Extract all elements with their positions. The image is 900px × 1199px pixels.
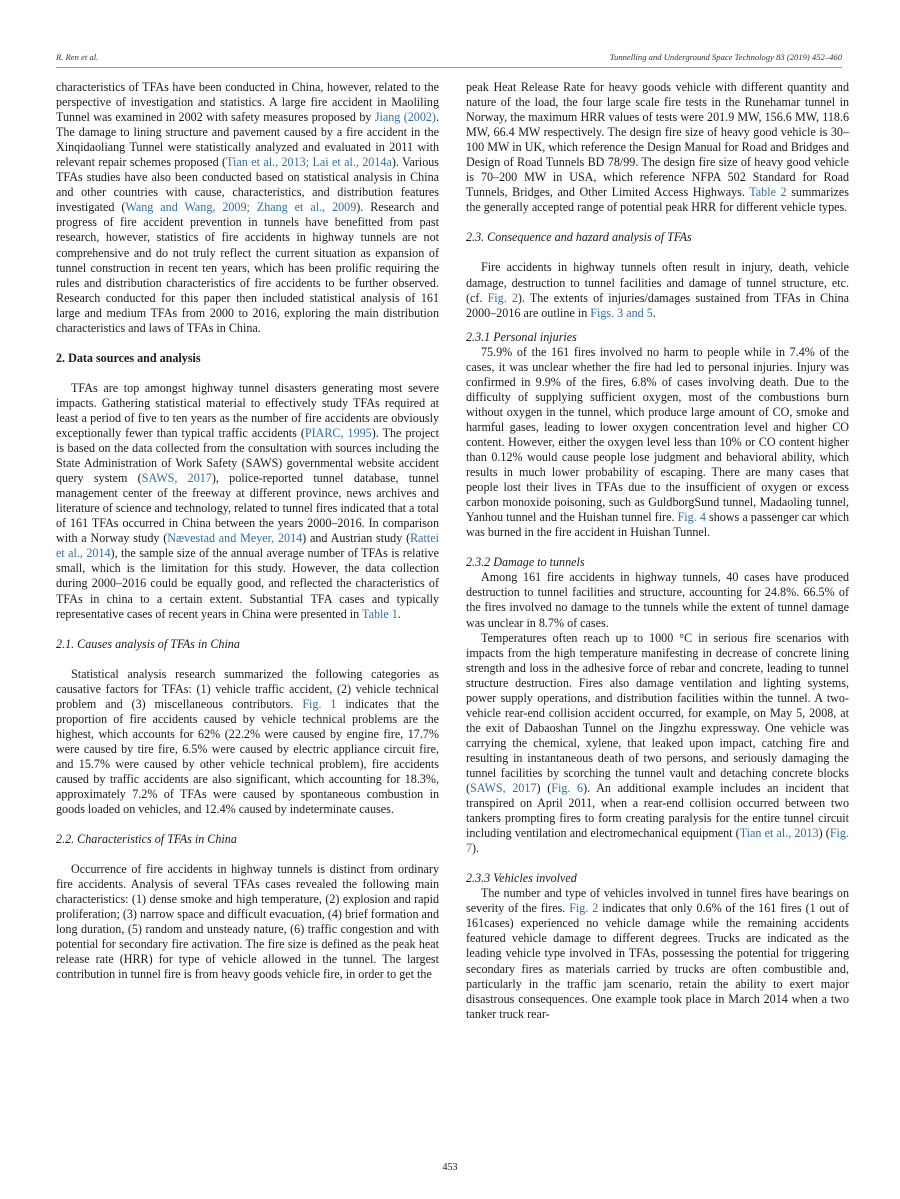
citation-link[interactable]: Wang and Wang, 2009; Zhang et al., 2009 [125,200,357,215]
citation-link[interactable]: Tian et al., 2013 [739,826,819,841]
figure-link[interactable]: Figs. 3 and 5 [590,305,653,320]
paragraph-temperatures: Temperatures often reach up to 1000 °C in serious fire scenarios with impacts from the high temperature manifesting in decrease of concrete lining strength and loss in the adhesive force of rebar and concrete, leading to tunnel structure destruction. Fires also damage ventilation and lighting systems, power supply operations, and distribution facilities within the tunnel. A two-vehicle rear-end collision accident occurred, for example, on May 5, 2008, at the exit of Dabaoshan Tunnel on the Jingzhu expressway. One vehicle was carrying the chemical, xylene, that leaked upon impact, catching fire and resulting in instantaneous death of two persons, and seriously damaging the tunnel facilities by scorching the tunnel vault and detaching concrete blocks (SAWS, 2017) (Fig. 6). An additional example includes an incident that transpired on April 2011, when a rear-end collision occurred between two tankers prompting fires to form creating paralysis for the entire tunnel circuit including ventilation and electromechanical equipment (Tian et al., 2013) (Fig. 7). [466,630,849,856]
citation-link[interactable]: SAWS, 2017 [141,471,212,486]
paragraph-damage: Among 161 fire accidents in highway tunnels, 40 cases have produced destruction to tunnel facilities and structure, accounting for 24.8%. 66.5% of the fires involved no damage to the tunnels while the extent of tunnel damage was unclear in 8.7% of cases. [466,570,849,630]
paragraph-data-sources: TFAs are top amongst highway tunnel disasters generating most severe impacts. Gathering statistical material to effectively study TFAs required at least a period of five to ten years as the number of fire accidents are obviously exceptionally fewer than typical traffic accidents (PIARC, 1995). The project is based on the data collected from the consultation with sources including the State Administration of Work Safety (SAWS) governmental website accident query system (SAWS, 2017), police-reported tunnel database, tunnel management center of the freeway at different province, news archives and literature of science and technology, related to tunnel fires indicated that a total of 161 TFAs occurred in China between the years 2000–2016. In comparison with a Norway study (Nævestad and Meyer, 2014) and Austrian study (Rattei et al., 2014), the sample size of the annual average number of TFAs is relative small, which is the limitation for this study. However, the data collection during 2000–2016 could be equally good, and reflected the characteristics of TFAs in china to a certain extent. Substantial TFA cases and typically representative cases of recent years in China were presented in Table 1. [56,380,439,621]
figure-link[interactable]: Fig. 1 [302,696,337,711]
subsubsection-heading: 2.3.3 Vehicles involved [466,871,577,886]
subsubsection-heading: 2.3.2 Damage to tunnels [466,555,585,570]
subsection-heading: 2.3. Consequence and hazard analysis of TFAs [466,230,692,245]
paragraph-vehicles: The number and type of vehicles involved in tunnel fires have bearings on severity of the fires. Fig. 2 indicates that only 0.6% of the 161 fires (1 out of 161cases) experienced no vehicle damage while the remaining accidents featured vehicle damage to different degrees. Trucks are indicated as the leading vehicle type involved in TFAs, possessing the potential for triggering secondary fires as materials carried by trucks are often combustible and, particularly in the traffic jam scenario, retain the ability to exert major disastrous consequences. One example took place in March 2014 when a two tanker truck rear- [466,886,849,1021]
left-column [56,80,439,983]
right-column [466,80,849,1022]
citation-link[interactable]: SAWS, 2017 [470,781,537,796]
subsection-heading: 2.1. Causes analysis of TFAs in China [56,636,240,651]
paragraph-intro-continued: characteristics of TFAs have been conducted in China, however, related to the perspective of investigation and statistics. A large fire accident in Maoliling Tunnel was examined in 2002 with safety measures proposed by Jiang (2002). The damage to lining structure and pavement caused by a fire accident in the Xinqidaoliang Tunnel were statistically analyzed and evaluated in 2011 with relevant repair schemes proposed (Tian et al., 2013; Lai et al., 2014a). Various TFAs studies have also been conducted based on statistical analysis in China and other countries with cause, characteristics, and distribution features investigated (Wang and Wang, 2009; Zhang et al., 2009). Research and progress of fire accident prevention in tunnels have benefitted from past research, however, statistics of fire accidents in highway tunnels are not comprehensive and do not truly reflect the current situation as expansion of tunnel construction in recent ten years, which has been prolific requiring the rules and distribution characteristics of fire accidents to be further observed. Research conducted for this paper then included statistical analysis of 161 large and medium TFAs from 2000 to 2016, exploring the main distribution characteristics and laws of TFAs in China. [56,80,440,335]
header-journal: Tunnelling and Underground Space Technology 83 (2019) 452–460 [609,52,842,62]
paragraph-injuries: 75.9% of the 161 fires involved no harm to people while in 7.4% of the cases, it was unclear whether the fire had led to personal injuries. Injury was confirmed in 9.9% of the fires, 6.8% of cases involving death. Due to the difficulty of supplying sufficient oxygen, most of the combustions burn without oxygen in the tunnel, which produce large amount of CO, smoke and harmful gases, leading to lower oxygen concentration level and higher CO content. However, either the oxygen level less than 10% or CO content higher than 0.12% would cause people lose judgment and behavioral ability, which results in much lower probability of escaping. There are many cases that people lost their lives in TFAs due to the insufficient of oxygen or excess carbon monoxide poisoning, such as GuldborgSund tunnel, Madaoling tunnel, Yanhou tunnel and the Huishan tunnel fire. Fig. 4 shows a passenger car which was burned in the fire accident in Huishan Tunnel. [466,344,849,540]
subsection-heading: 2.2. Characteristics of TFAs in China [56,832,237,847]
citation-link[interactable]: Nævestad and Meyer, 2014 [167,531,303,546]
paragraph-hrr: peak Heat Release Rate for heavy goods vehicle with different quantity and nature of the load, the four large scale fire tests in the Runehamar tunnel in Norway, the maximum HRR values of tests were 201.9 MW, 156.6 MW, 118.6 MW, 66.4 MW respectively. The design fire size of heavy good vehicle is 30–100 MW in UK, which reference the Design Manual for Road and Bridges and Design of Road Tunnels BD 78/99. The design fire size of heavy good vehicle is 70–200 MW in USA, which reference NFPA 502 Standard for Road Tunnels, Bridges, and Other Limited Access Highways. Table 2 summarizes the generally accepted range of potential peak HRR for different vehicle types. [466,80,849,215]
header-rule [56,67,842,68]
section-heading: 2. Data sources and analysis [56,350,201,365]
paragraph-consequence: Fire accidents in highway tunnels often result in injury, death, vehicle damage, destruction to tunnel facilities and damage of tunnel structure, etc. (cf. Fig. 2). The extents of injuries/damages sustained from TFAs in China 2000–2016 are outline in Figs. 3 and 5. [466,260,849,320]
figure-link[interactable]: Fig. 2 [569,901,599,916]
table-link[interactable]: Table 2 [749,185,787,200]
table-link[interactable]: Table 1 [362,606,398,621]
page-number: 453 [442,1162,458,1173]
citation-link[interactable]: Rattei et al., 2014 [56,531,439,561]
figure-link[interactable]: Fig. 6 [551,781,584,796]
figure-link[interactable]: Fig. 4 [677,510,706,525]
paragraph-characteristics: Occurrence of fire accidents in highway tunnels is distinct from ordinary fire accidents. Analysis of several TFAs cases revealed the following main characteristics: (1) dense smoke and high temperature, (2) explosion and rapid proliferation; (3) narrow space and difficult evacuation, (4) brief formation and long duration, (5) random and unsteady nature, (6) traffic congestion and with potential for secondary fire activation. The fire size is defined as the peak heat release rate (HRR) for type of vehicle allowed in the tunnel. The largest contribution in tunnel fire is from heavy goods vehicle fire, in order to get the [56,862,439,982]
citation-link[interactable]: PIARC, 1995 [304,425,372,440]
figure-link[interactable]: Fig. 2 [487,290,518,305]
header-authors: R. Ren et al. [56,52,99,62]
citation-link[interactable]: Tian et al., 2013; Lai et al., 2014a [226,155,392,170]
subsubsection-heading: 2.3.1 Personal injuries [466,329,577,344]
figure-link[interactable]: Fig. 7 [466,826,849,856]
paragraph-causes: Statistical analysis research summarized the following categories as causative factors for TFAs: (1) vehicle traffic accident, (2) vehicle technical problem and (3) miscellaneous contributors. Fig. 1 indicates that the proportion of fire accidents caused by vehicle technical problems are the highest, which accounts for 62% (22.2% were caused by engine fire, 17.7% were caused by tire fire, 6.5% were caused by electric appliance circuit fire, and 15.7% were caused by other vehicle technical problem), fire accidents caused by traffic accidents are also significant, which accounting for 18.3%, approximately 7.2% of TFAs were caused by spontaneous combustion in goods loaded on vehicles, and 12.4% caused by indeterminate causes. [56,666,439,817]
citation-link[interactable]: Jiang (2002) [374,110,436,125]
